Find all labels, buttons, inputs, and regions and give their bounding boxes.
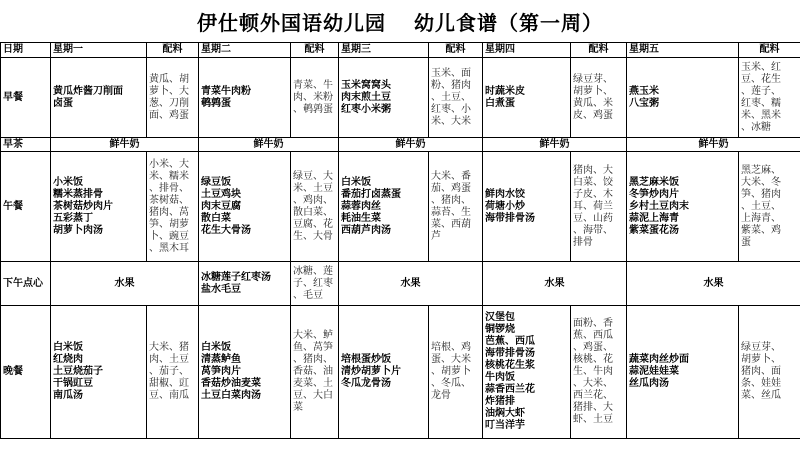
dish-name: 清蒸鲈鱼 [201,354,241,365]
header-friday: 星期五 [627,43,739,58]
dish-name: 花生大骨汤 [201,224,251,236]
dish-cell [199,306,291,439]
dish-name: 白米饭 [201,342,231,353]
ingredient-line: 、海带、 [573,224,613,236]
ingredient-line: 绿豆、大 [293,170,333,182]
meal-label-morning-tea: 早茶 [1,138,51,152]
ingredient-line: 、猪肉、 [293,354,333,365]
dish-name: 核桃花生浆 [485,360,535,371]
snack-cell-friday: 水果 [627,262,800,306]
header-date: 日期 [1,43,51,58]
dish-name: 小米饭 [53,176,83,188]
dish-name: 耗油生菜 [341,212,381,224]
breakfast-row [1,58,800,138]
dish-name: 绿豆饭 [201,176,231,188]
ingredient-line: 大米、鲈 [293,330,333,341]
ingredient-line: 子、红枣 [293,277,333,289]
dish-cell [483,306,571,439]
dish-name: 海带排骨汤 [485,348,535,359]
ingredient-cell [291,58,339,138]
dish-name: 盐水毛豆 [201,283,241,295]
ingredient-line: 鱼、莴笋 [293,342,333,353]
dish-name: 冬瓜龙骨汤 [341,378,391,389]
dish-name: 海带排骨汤 [485,212,535,224]
ingredient-line: 、鸡蛋、 [573,342,613,353]
ingredient-line: 小米、大 [149,158,189,170]
ingredient-line: 、鸡肉、 [293,194,333,206]
ingredient-line: 、土豆、 [431,91,471,103]
ingredient-line: 散白菜、 [293,206,333,218]
ingredient-line: 猪肉、莴 [149,206,189,218]
ingredient-line: 蛋、大米 [431,354,471,365]
ingredient-line: 肉、土豆 [149,354,189,365]
header-monday: 星期一 [51,43,147,58]
dish-name: 乡村土豆肉末 [629,200,689,212]
ingredient-cell [571,152,627,262]
header-wednesday: 星期三 [339,43,429,58]
dish-name: 铜锣烧 [485,324,515,335]
school-name: 伊仕顿外国语幼儿园 [197,10,386,35]
morning-tea-cell: 鲜牛奶 [199,138,339,152]
dish-name: 培根蛋炒饭 [341,354,391,365]
dish-name: 丝瓜肉汤 [629,378,669,389]
header-row [1,43,800,58]
dish-cell [51,58,147,138]
dish-name: 黑芝麻米饭 [629,176,679,188]
dish-name: 莴笋肉片 [201,366,241,377]
header-ingredients-thursday: 配料 [571,43,627,58]
ingredient-line: 上海青、 [741,212,781,224]
ingredient-line: 米、土豆 [293,182,333,194]
dish-name: 茶树菇炒肉片 [53,200,113,212]
ingredient-line: 、排骨、 [149,182,189,194]
dish-name: 鲜肉水饺 [485,188,525,200]
ingredient-line: 绿豆芽、 [573,73,613,85]
morning-tea-cell: 鲜牛奶 [51,138,199,152]
ingredient-line: 绿豆芽、 [741,342,781,353]
ingredient-cell [739,58,800,138]
dish-cell [483,152,571,262]
dish-cell [483,58,571,138]
ingredient-line: 生、牛肉 [573,366,613,377]
dish-name: 散白菜 [201,212,231,224]
ingredient-line: 青菜、牛 [293,79,333,91]
dish-name: 红烧肉 [53,354,83,365]
dish-name: 紫菜蛋花汤 [629,224,679,236]
ingredient-line: 冰糖、莲 [293,265,333,277]
ingredient-line: 猪肉、大 [573,164,613,176]
dish-cell [627,306,739,439]
dish-name: 时蔬米皮 [485,85,525,97]
dish-name: 青菜牛肉粉 [201,85,251,97]
dish-name: 冬笋炒肉片 [629,188,679,200]
dish-name: 土豆白菜肉汤 [201,390,261,401]
dish-name: 干锅豇豆 [53,378,93,389]
dish-name: 燕玉米 [629,85,659,97]
ingredient-line: 豆腐、花 [293,218,333,230]
ingredient-line: 、大米、 [573,378,613,389]
menu-title [0,0,800,42]
ingredient-line: 笋、胡萝 [149,218,189,230]
header-ingredients-friday: 配料 [739,43,800,58]
ingredient-line: 面粉、香 [573,318,613,329]
ingredient-line: 豆、山药 [573,212,613,224]
dish-name: 肉末豆腐 [201,200,241,212]
dish-name: 糯米蒸排骨 [53,188,103,200]
dish-cell [627,152,739,262]
ingredient-cell [429,152,483,262]
ingredient-line: 胡萝卜、 [573,85,613,97]
ingredient-cell [739,306,800,439]
ingredient-line: 茄、鸡蛋 [431,182,471,194]
ingredient-cell [147,306,199,439]
ingredient-cell [571,306,627,439]
ingredient-line: 菜 [293,402,303,413]
ingredient-line: 红枣、小 [431,103,471,115]
lunch-row [1,152,800,262]
ingredient-line: 黑芝麻、 [741,164,781,176]
ingredient-cell [429,58,483,138]
ingredient-line: 大米、番 [431,170,471,182]
header-ingredients-monday: 配料 [147,43,199,58]
dish-name: 红枣小米粥 [341,103,391,115]
ingredient-cell [291,306,339,439]
menu-week-title: 幼儿食谱（第一周） [414,10,603,35]
ingredient-line: 蛋 [741,236,751,248]
dish-name: 黄瓜炸酱刀削面 [53,85,123,97]
dish-name: 蒜蓉肉丝 [341,200,381,212]
dish-cell [339,152,429,262]
ingredient-line: 、黑木耳 [149,242,189,254]
morning-tea-cell: 鲜牛奶 [627,138,800,152]
ingredient-line: 茶树菇、 [149,194,189,206]
ingredient-line: 、茄子、 [149,366,189,377]
dish-name: 蒜香西兰花 [485,384,535,395]
ingredient-line: 面、鸡蛋 [149,109,189,121]
ingredient-line: 蒜苔、生 [431,206,471,218]
dish-cell [339,58,429,138]
dish-name: 冰糖莲子红枣汤 [201,271,271,283]
dish-name: 芭蕉、西瓜 [485,336,535,347]
dish-name: 鹌鹑蛋 [201,97,231,109]
ingredient-line: 紫菜、鸡 [741,224,781,236]
dish-name: 西葫芦肉汤 [341,224,391,236]
ingredient-line: 、冬瓜、 [431,378,471,389]
ingredient-cell [739,152,800,262]
ingredient-cell [147,152,199,262]
dish-name: 荷塘小炒 [485,200,525,212]
ingredient-line: 、莲子、 [741,85,781,97]
ingredient-line: 甜椒、豇 [149,378,189,389]
dinner-row [1,306,800,439]
ingredient-line: 香菇、油 [293,366,333,377]
header-ingredients-wednesday: 配料 [429,43,483,58]
dish-name: 番茄打卤蒸蛋 [341,188,401,200]
dish-cell [199,152,291,262]
dish-name: 清炒胡萝卜片 [341,366,401,377]
meal-label-afternoon-snack: 下午点心 [1,262,51,306]
ingredient-line: 、土豆、 [741,200,781,212]
ingredient-line: 菜、丝瓜 [741,390,781,401]
ingredient-line: 子皮、木 [573,188,613,200]
ingredient-line: 黄瓜、米 [573,97,613,109]
ingredient-line: 米、黑米 [741,109,781,121]
header-thursday: 星期四 [483,43,571,58]
dish-name: 土豆烧茄子 [53,366,103,377]
ingredient-line: 、鹌鹑蛋 [293,103,333,115]
ingredient-line: 、毛豆 [293,289,323,301]
ingredient-line: 米、大米 [431,115,471,127]
ingredient-line: 猪排、大 [573,402,613,413]
dish-name: 香菇炒油麦菜 [201,378,261,389]
morning-tea-cell: 鲜牛奶 [483,138,627,152]
ingredient-line: 、猪肉、 [431,194,471,206]
snack-cell-wednesday: 水果 [339,262,483,306]
ingredient-line: 西兰花、 [573,390,613,401]
ingredient-line: 粉、猪肉 [431,79,471,91]
dish-name: 南瓜汤 [53,390,83,401]
ingredient-line: 豆、南瓜 [149,390,189,401]
meal-label-lunch: 午餐 [1,152,51,262]
dish-name: 白米饭 [53,342,83,353]
dish-name: 油焖大虾 [485,408,525,419]
morning-tea-row [1,138,800,152]
ingredient-line: 麦菜、土 [293,378,333,389]
ingredient-line: 笋、猪肉 [741,188,781,200]
dish-cell [51,152,147,262]
ingredient-cell [291,152,339,262]
afternoon-snack-row [1,262,800,306]
ingredient-line: 排骨 [573,236,593,248]
dish-name: 八宝粥 [629,97,659,109]
ingredient-line: 卜、豌豆 [149,230,189,242]
ingredient-line: 培根、鸡 [431,342,471,353]
dish-name: 牛肉饭 [485,372,515,383]
ingredient-line: 皮、鸡蛋 [573,109,613,121]
ingredient-line: 猪肉、面 [741,366,781,377]
dish-cell [199,262,291,306]
meal-label-dinner: 晚餐 [1,306,51,439]
ingredient-line: 胡萝卜、 [741,354,781,365]
ingredient-cell [147,58,199,138]
dish-name: 卤蛋 [53,97,73,109]
dish-name: 白煮蛋 [485,97,515,109]
dish-name: 蔬菜肉丝炒面 [629,354,689,365]
ingredient-line: 条、娃娃 [741,378,781,389]
dish-name: 炸猪排 [485,396,515,407]
ingredient-line: 耳、荷兰 [573,200,613,212]
meal-label-breakfast: 早餐 [1,58,51,138]
ingredient-line: 红枣、糯 [741,97,781,109]
ingredient-cell [291,262,339,306]
dish-name: 蒜泥上海青 [629,212,679,224]
ingredient-cell [429,306,483,439]
ingredient-line: 、胡萝卜 [431,366,471,377]
ingredient-line: 玉米、面 [431,67,471,79]
snack-cell-thursday: 水果 [483,262,627,306]
ingredient-line: 核桃、花 [573,354,613,365]
ingredient-line: 豆、花生 [741,73,781,85]
dish-name: 肉末煎土豆 [341,91,391,103]
ingredient-line: 、冰糖 [741,121,771,133]
ingredient-cell [571,58,627,138]
snack-cell-monday: 水果 [51,262,199,306]
dish-name: 汉堡包 [485,312,515,323]
dish-cell [51,306,147,439]
dish-cell [199,58,291,138]
dish-cell [627,58,739,138]
morning-tea-cell: 鲜牛奶 [339,138,483,152]
ingredient-line: 白菜、饺 [573,176,613,188]
ingredient-line: 大米、冬 [741,176,781,188]
weekly-menu-table [0,42,800,439]
dish-name: 胡萝卜肉汤 [53,224,103,236]
ingredient-line: 蕉、西瓜 [573,330,613,341]
ingredient-line: 大米、猪 [149,342,189,353]
ingredient-line: 米、糯米 [149,170,189,182]
ingredient-line: 龙骨 [431,390,451,401]
ingredient-line: 玉米、红 [741,61,781,73]
ingredient-line: 虾、土豆 [573,414,613,425]
ingredient-line: 葱、刀削 [149,97,189,109]
dish-cell [339,306,429,439]
dish-name: 玉米窝窝头 [341,79,391,91]
ingredient-line: 肉、米粉 [293,91,333,103]
dish-name: 叮当洋芋 [485,420,525,431]
dish-name: 土豆鸡块 [201,188,241,200]
header-ingredients-tuesday: 配料 [291,43,339,58]
ingredient-line: 豆、大白 [293,390,333,401]
ingredient-line: 芦 [431,230,441,242]
dish-name: 白米饭 [341,176,371,188]
ingredient-line: 黄瓜、胡 [149,73,189,85]
ingredient-line: 萝卜、大 [149,85,189,97]
ingredient-line: 菜、西葫 [431,218,471,230]
dish-name: 五彩蒸丁 [53,212,93,224]
ingredient-line: 生、大骨 [293,230,333,242]
header-tuesday: 星期二 [199,43,291,58]
dish-name: 蒜泥娃娃菜 [629,366,679,377]
